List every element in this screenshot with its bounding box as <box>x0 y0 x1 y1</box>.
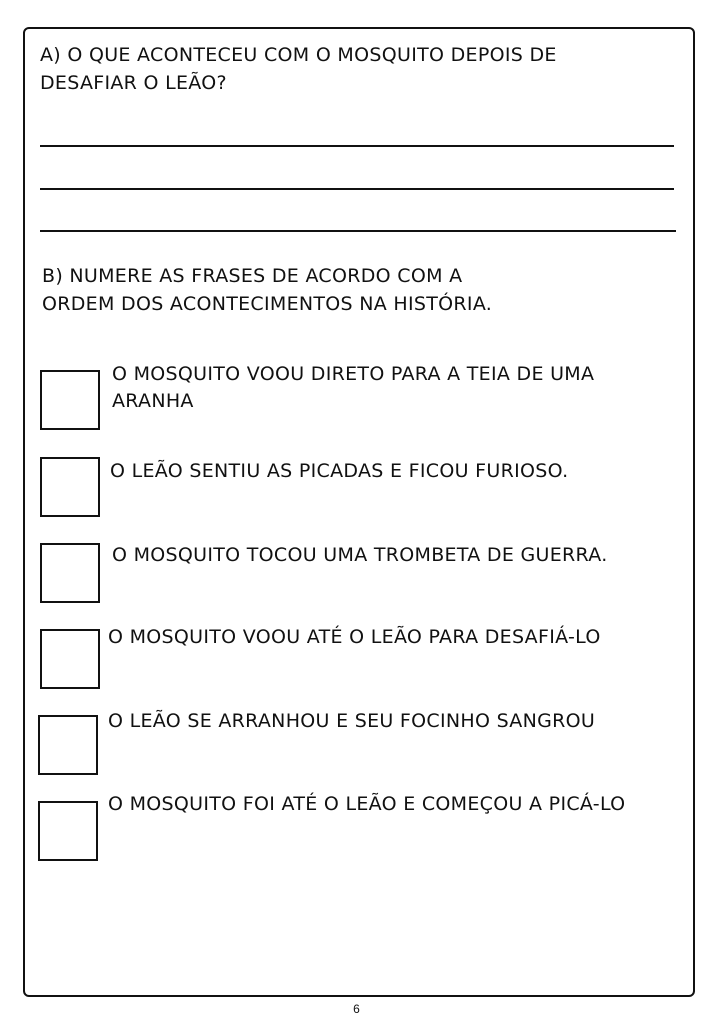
answer-line-1[interactable] <box>40 145 674 147</box>
answer-line-2[interactable] <box>40 188 674 190</box>
item-6-text: O MOSQUITO FOI ATÉ O LEÃO E COMEÇOU A PICÁ-LO <box>108 793 626 815</box>
item-2-text: O LEÃO SENTIU AS PICADAS E FICOU FURIOSO. <box>110 460 569 482</box>
question-a-line2: DESAFIAR O LEÃO? <box>40 72 227 94</box>
item-1-line1: O MOSQUITO VOOU DIRETO PARA A TEIA DE UMA <box>112 363 595 385</box>
order-box-3[interactable] <box>40 543 100 603</box>
worksheet-frame <box>23 27 695 997</box>
answer-line-3[interactable] <box>40 230 676 232</box>
order-box-1[interactable] <box>40 370 100 430</box>
order-box-2[interactable] <box>40 457 100 517</box>
item-1-line2: ARANHA <box>112 390 194 412</box>
order-box-4[interactable] <box>40 629 100 689</box>
question-b-line2: ORDEM DOS ACONTECIMENTOS NA HISTÓRIA. <box>42 293 493 315</box>
question-b-line1: B) NUMERE AS FRASES DE ACORDO COM A <box>42 265 463 287</box>
item-4-text: O MOSQUITO VOOU ATÉ O LEÃO PARA DESAFIÁ-LO <box>108 626 601 648</box>
item-5-text: O LEÃO SE ARRANHOU E SEU FOCINHO SANGROU <box>108 710 596 732</box>
page-number: 6 <box>353 1002 360 1016</box>
order-box-5[interactable] <box>38 715 98 775</box>
order-box-6[interactable] <box>38 801 98 861</box>
item-3-text: O MOSQUITO TOCOU UMA TROMBETA DE GUERRA. <box>112 544 608 566</box>
question-a-line1: A) O QUE ACONTECEU COM O MOSQUITO DEPOIS DE <box>40 44 557 66</box>
